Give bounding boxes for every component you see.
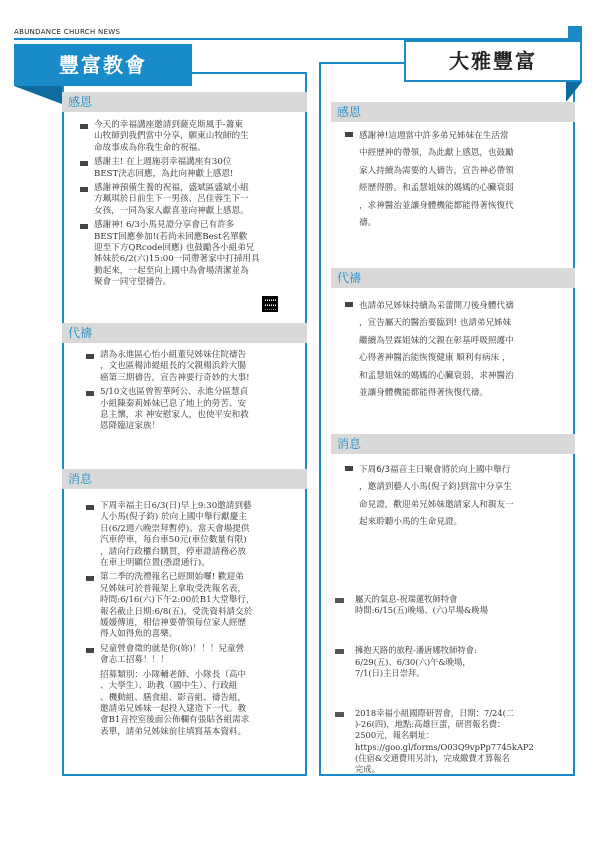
item-line: 姊妹於6/2(六)15:00一同帶著家中打掃用具 — [94, 254, 260, 265]
item-detail-line: 會B1音控室後面公佈欄有張貼各組需求 — [100, 715, 250, 726]
item-line: 也請弟兄姊妹持續為采蕾開刀後身體代禱 — [359, 301, 514, 311]
item-line: (住宿&交通費用另計)，完成繳費才算報名 — [355, 752, 510, 763]
item-detail-line: 招募類別：小隊輔老師、小隊長（高中 — [100, 669, 247, 680]
right-news-list — [345, 462, 571, 532]
bullet-icon — [86, 576, 94, 581]
item-line: 7/1(日)主日崇拜。 — [355, 667, 425, 678]
item-line: 在車上明顯位置(憑證通行)。 — [100, 558, 210, 569]
item-line: 命故事成為你我生命的祝福。 — [94, 142, 206, 153]
list-item — [345, 128, 571, 232]
left-header: 豐富教會 — [14, 44, 192, 86]
item-line: 2018幸福小組國際研習會，日期：7/24(二 — [355, 708, 515, 719]
item-line: 兒童營會徵的就是你(妳)！！！兒童營 — [100, 643, 245, 654]
list-gap — [335, 679, 575, 682]
page-tab — [568, 26, 582, 38]
item-line: 5/10文也區曾智華阿公、永進分區慧貞 — [100, 387, 249, 398]
left-prayer-label: 代禱 — [62, 323, 307, 343]
item-line: 感謝神!這週當中許多弟兄姊妹在生活當 — [359, 131, 509, 141]
bullet-icon — [335, 649, 344, 654]
item-line: 感謝神! 6/3小馬見證分享會已有許多 — [94, 220, 235, 231]
left-news-list — [86, 501, 302, 738]
left-thanks-label: 感恩 — [62, 92, 307, 112]
item-line: ，邀請到藝人小馬(倪子鈞)到當中分享生 — [359, 482, 512, 493]
item-line: 兄姊妹可於普報架上拿取受洗報名表， — [100, 583, 247, 594]
list-item — [80, 183, 302, 217]
event-item — [335, 594, 575, 616]
item-line: 感謝神預備生養的祝福，盛斌區盛斌小組 — [94, 183, 249, 194]
item-line: 起來聆聽小馬的生命見證。 — [359, 517, 463, 528]
item-line: 第二季的洗禮報名已經開始囉! 歡迎弟 — [100, 572, 244, 583]
item-line: 完成。 — [355, 764, 380, 775]
event-item — [335, 645, 575, 679]
item-line: 時間:6/15(五)晚場、(六)早場&晚場 — [355, 605, 489, 616]
list-item — [86, 644, 302, 738]
right-thanks-list — [345, 128, 571, 232]
item-line: ，求神醫治並讓身體機能都能得著恢復代 — [359, 200, 514, 211]
item-line: 小組陳秦莉姊妹已息了地上的勞苦、安 — [100, 398, 247, 409]
right-prayer-label: 代禱 — [331, 268, 575, 288]
item-line: 命見證，歡迎弟兄姊妹邀請家人和親友一 — [359, 499, 514, 510]
list-item — [86, 387, 302, 433]
bullet-icon — [345, 302, 353, 307]
left-header-fold — [14, 86, 62, 104]
item-line: 今天的幸福講座邀請到薩克斯風手-蕭東 — [94, 120, 243, 130]
bullet-icon — [80, 124, 88, 129]
item-line: ，請向行政櫃台購買，停車證請務必放 — [100, 546, 247, 557]
item-line: 山牧師到我們當中分享，願東山牧師的生 — [94, 131, 249, 142]
item-line: 屬天的氣息-祝瑞蓮牧師特會 — [355, 594, 458, 604]
item-line: 女孩，一同為家人獻喜並向神獻上感恩。 — [94, 205, 249, 216]
item-detail-line: 、機動組、膳食組、影音組、禱告組， — [100, 692, 247, 703]
item-line: 會志工招募！！！ — [100, 655, 169, 666]
item-line: 日(6/2週六晚崇拜暫停)。當天會場提供 — [100, 523, 250, 534]
newsletter-name: ABUNDANCE CHURCH NEWS — [14, 28, 121, 36]
item-line: ，文也區楊沛緹組長的父親楊浜鈴大腸 — [100, 361, 247, 372]
right-prayer-list — [345, 298, 571, 402]
item-line: 得人如得魚的喜樂。 — [100, 629, 178, 640]
bullet-icon — [86, 391, 94, 396]
item-line: 息主懷，求 神安慰家人，也使平安和救 — [100, 410, 249, 421]
list-item — [86, 572, 302, 640]
bullet-icon — [86, 354, 94, 359]
item-line: 報名截止日期:6/8(五)，受洗資料請交於 — [100, 606, 253, 617]
item-line: )-26(四)，地點:高雄巨蛋，研習報名費： — [355, 719, 506, 730]
bullet-icon — [86, 505, 94, 510]
item-line: 並讓身體機能都能得著恢復代禱。 — [359, 388, 488, 399]
right-header-fold — [566, 82, 582, 102]
item-line: 癌第三期禱告，宣告神要行奇妙的大事! — [100, 372, 250, 383]
list-item — [80, 157, 302, 180]
bullet-icon — [86, 648, 94, 653]
left-thanks-list — [80, 120, 302, 289]
item-line: 汽車停車，每台車50元(車位數量有限) — [100, 535, 247, 546]
item-line: 經歷得勝。和孟慧姐妹的媽媽的心臟衰弱 — [359, 183, 514, 194]
item-line: 心得著神醫治能恢復健康 順利有病床 ， — [359, 353, 511, 364]
item-line: 媛媛傳道，相信神要帶領每位家人經歷 — [100, 618, 247, 629]
item-line: 家人持續為需要的人禱告，宣告神必帶領 — [359, 165, 514, 176]
list-item — [80, 220, 302, 288]
item-line: 2500元，報名網址： — [355, 730, 435, 741]
item-line: ，宣告屬天的醫治要臨到! 也請弟兄姊妹 — [359, 318, 512, 329]
right-news-label: 消息 — [331, 434, 575, 454]
bullet-icon — [80, 224, 88, 229]
right-header: 大雅豐富 — [404, 40, 582, 82]
item-line: 6/29(五)、6/30(六)午&晚場， — [355, 656, 471, 667]
item-line: 感謝主! 在上週施羽幸福講座有30位 — [94, 157, 232, 168]
item-detail-line: 表單，請弟兄姊妹前往填寫基本資料。 — [100, 726, 247, 737]
bullet-icon — [80, 161, 88, 166]
item-line: BEST回應參加!(若尚未回應Best名單歡 — [94, 231, 248, 242]
list-item — [345, 298, 571, 402]
item-detail-line: 邀請弟兄姊妹一起投入建造下一代。教 — [100, 703, 247, 714]
event-item — [335, 708, 575, 775]
left-prayer-list — [86, 350, 302, 433]
item-line: 擁抱天路的旅程-潘唐娜牧師特會: — [355, 645, 477, 656]
left-news-label: 消息 — [62, 469, 307, 489]
item-line: https://goo.gl/forms/O03Q9vpPp7745kAP2 — [355, 741, 534, 752]
item-line: BEST決志回應，為此向神獻上感恩! — [94, 168, 234, 179]
bullet-icon — [345, 466, 353, 471]
item-line: 恩降臨這家族！ — [100, 421, 161, 432]
item-line: 迎至下方QRcode回應) 也鼓勵各小組弟兄 — [94, 243, 255, 254]
bullet-icon — [345, 132, 353, 137]
item-line: 下周幸福主日6/3(日)早上9:30邀請到藝 — [100, 501, 252, 511]
item-detail-line: 、大學生）、助教（國中生）、行政組 — [100, 681, 238, 692]
list-item — [86, 501, 302, 569]
bullet-icon — [80, 187, 88, 192]
bullet-icon — [335, 598, 344, 603]
item-line: 繼續為昱霖姐妹的父親在彰基呼吸照護中 — [359, 335, 514, 346]
item-line: 下周6/3福音主日聚會將於向上國中舉行 — [359, 465, 511, 475]
list-gap — [335, 616, 575, 619]
list-item — [86, 350, 302, 384]
item-line: 人小馬(倪子鈞) 於向上國中舉行獻慶主 — [100, 512, 247, 523]
qr-code-icon — [262, 296, 278, 312]
item-line: 方珮琪於日前生下一男孩、呂佳蓉生下一 — [94, 194, 249, 205]
list-item — [345, 462, 571, 532]
item-line: 請為永進區心怡小組董兒姊妹住院禱告 — [100, 350, 247, 360]
item-line: 動起來，一起至向上國中為會場清潔並為 — [94, 265, 249, 276]
events-list — [335, 594, 575, 775]
item-line: 聚會一同守望禱告。 — [94, 277, 172, 288]
item-line: 禱。 — [359, 218, 377, 229]
item-line: 時間:6/16(六)下午2:00於B1大堂舉行， — [100, 595, 255, 606]
item-line: 中經歷神的帶領，為此獻上感恩，也鼓勵 — [359, 148, 514, 159]
right-thanks-label: 感恩 — [331, 102, 575, 122]
list-item — [80, 120, 302, 154]
item-line: 和孟慧姐妹的媽媽的心臟衰弱，求神醫治 — [359, 370, 514, 381]
bullet-icon — [335, 712, 344, 717]
